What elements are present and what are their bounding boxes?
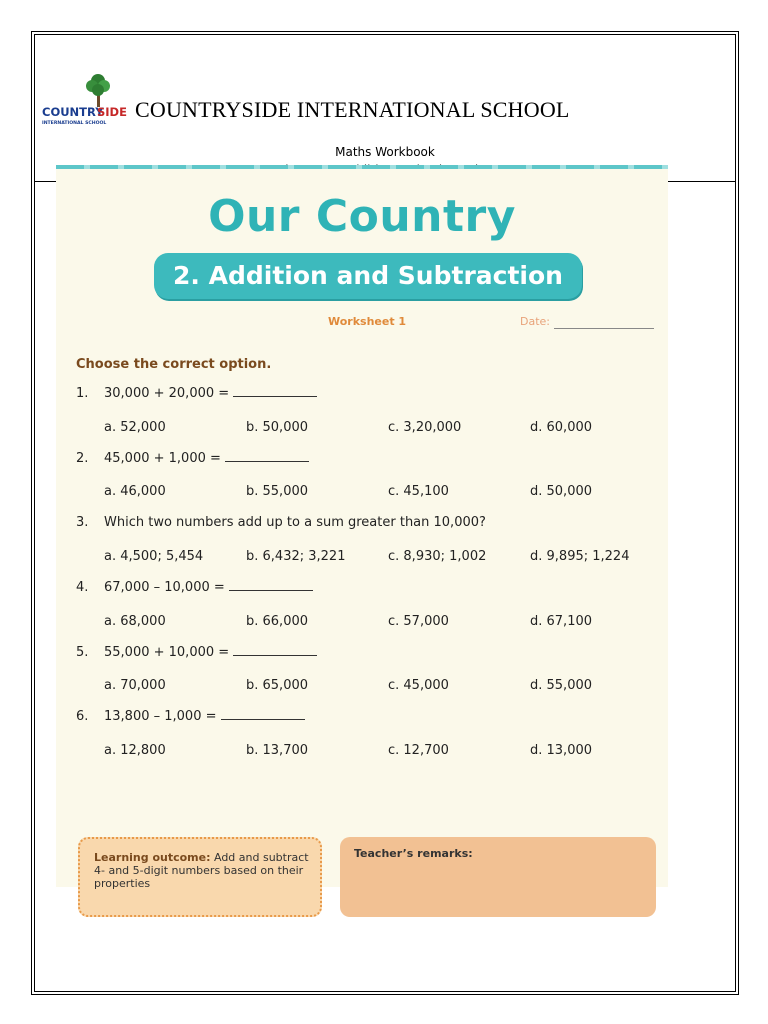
workbook-title: Maths Workbook (335, 145, 435, 159)
date-label: Date: (520, 315, 550, 328)
option-a[interactable]: a. 12,800 (104, 743, 166, 758)
learning-outcome-label: Learning outcome: (94, 851, 211, 864)
learning-outcome-box (78, 837, 322, 917)
option-d[interactable]: d. 9,895; 1,224 (530, 549, 630, 564)
option-c[interactable]: c. 57,000 (388, 614, 449, 629)
option-b[interactable]: b. 50,000 (246, 420, 309, 435)
option-d[interactable]: d. 67,100 (530, 614, 593, 629)
option-b[interactable]: b. 13,700 (246, 743, 309, 758)
answer-blank[interactable] (233, 386, 317, 397)
teacher-remarks-label: Teacher’s remarks: (354, 847, 473, 860)
option-d[interactable]: d. 60,000 (530, 420, 593, 435)
svg-text:COUNTRY: COUNTRY (42, 105, 104, 119)
option-c[interactable]: c. 45,000 (388, 678, 449, 693)
worksheet-title: Our Country (208, 191, 516, 242)
question-number: 3. (76, 515, 89, 530)
learning-outcome-text (94, 851, 310, 890)
top-border-stripe (56, 165, 668, 169)
option-b[interactable]: b. 55,000 (246, 484, 309, 499)
question-3 (76, 515, 486, 530)
answer-blank[interactable] (225, 451, 309, 462)
document-header (35, 35, 735, 182)
question-text: 13,800 – 1,000 = (104, 709, 217, 724)
instruction-text: Choose the correct option. (76, 357, 272, 372)
option-d[interactable]: d. 13,000 (530, 743, 593, 758)
option-b[interactable]: b. 6,432; 3,221 (246, 549, 346, 564)
option-b[interactable]: b. 65,000 (246, 678, 309, 693)
question-text: 55,000 + 10,000 = (104, 645, 230, 660)
question-1 (76, 386, 317, 401)
worksheet-label: Worksheet 1 (328, 315, 407, 328)
learning-outcome-body: Add and subtract 4- and 5-digit numbers based on their properties (94, 851, 309, 890)
question-6 (76, 709, 305, 724)
option-a[interactable]: a. 46,000 (104, 484, 166, 499)
date-field[interactable] (554, 328, 654, 329)
question-number: 4. (76, 580, 89, 595)
question-text: 45,000 + 1,000 = (104, 451, 221, 466)
option-b[interactable]: b. 66,000 (246, 614, 309, 629)
option-d[interactable]: d. 50,000 (530, 484, 593, 499)
question-4 (76, 580, 313, 595)
option-d[interactable]: d. 55,000 (530, 678, 593, 693)
question-number: 1. (76, 386, 89, 401)
svg-text:INTERNATIONAL SCHOOL: INTERNATIONAL SCHOOL (42, 121, 107, 126)
svg-text:SIDE: SIDE (97, 105, 127, 119)
option-a[interactable]: a. 68,000 (104, 614, 166, 629)
question-number: 6. (76, 709, 89, 724)
option-c[interactable]: c. 8,930; 1,002 (388, 549, 487, 564)
teacher-remarks-box[interactable] (340, 837, 656, 917)
chapter-pill: 2. Addition and Subtraction (154, 253, 582, 299)
option-c[interactable]: c. 12,700 (388, 743, 449, 758)
school-name: COUNTRYSIDE INTERNATIONAL SCHOOL (135, 97, 570, 122)
question-2 (76, 451, 309, 466)
question-5 (76, 645, 317, 660)
option-a[interactable]: a. 4,500; 5,454 (104, 549, 204, 564)
answer-blank[interactable] (229, 580, 313, 591)
answer-blank[interactable] (221, 709, 305, 720)
question-text: 67,000 – 10,000 = (104, 580, 225, 595)
question-text: 30,000 + 20,000 = (104, 386, 230, 401)
school-logo (41, 71, 129, 127)
option-c[interactable]: c. 45,100 (388, 484, 449, 499)
option-c[interactable]: c. 3,20,000 (388, 420, 462, 435)
option-a[interactable]: a. 70,000 (104, 678, 166, 693)
question-number: 5. (76, 645, 89, 660)
answer-blank[interactable] (233, 645, 317, 656)
worksheet-image (56, 165, 668, 890)
option-a[interactable]: a. 52,000 (104, 420, 166, 435)
question-text: Which two numbers add up to a sum greater than 10,000? (104, 515, 486, 530)
question-number: 2. (76, 451, 89, 466)
